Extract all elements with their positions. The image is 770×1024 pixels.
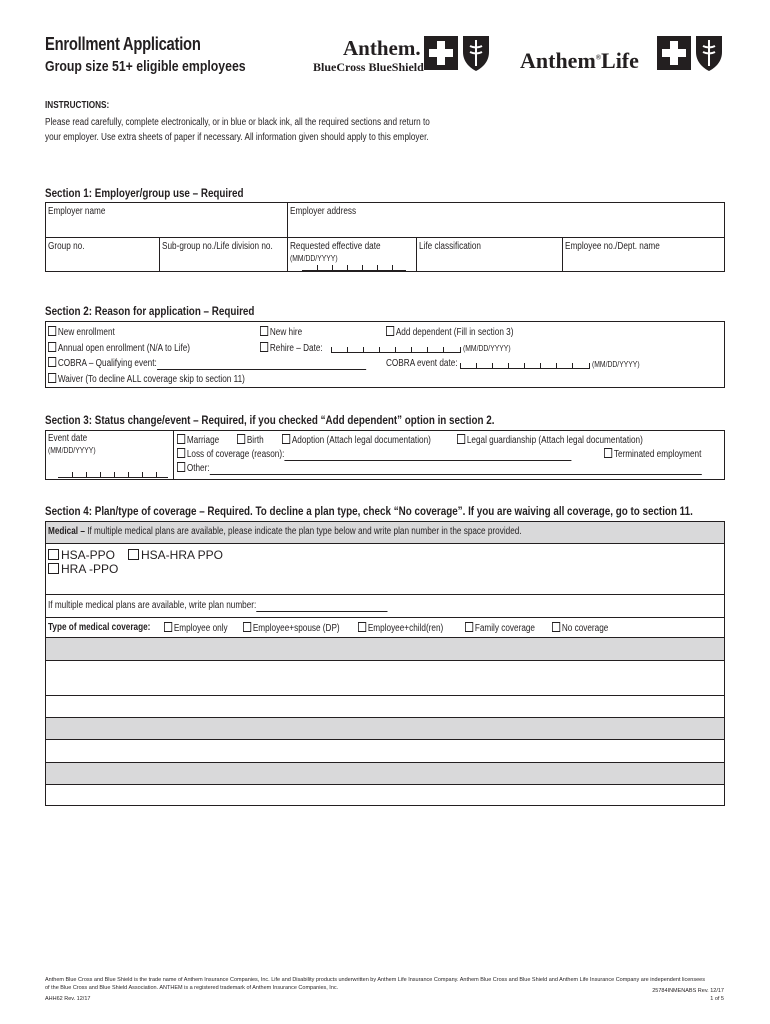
new-enrollment-label: New enrollment [57,327,115,338]
adoption-option[interactable] [282,434,431,446]
blank-row-1 [46,638,724,660]
blank-row-3 [46,696,724,716]
cross-shield-logo-icon [424,34,492,72]
coverage-type-label: Type of medical coverage: [48,622,151,633]
event-date-label: Event date [48,433,88,444]
waiver-label: Waiver (To decline ALL coverage skip to section 11) [57,374,245,385]
footer-doc-code: 25784INMENABS Rev. 12/17 [652,988,724,994]
plan-number-prompt [48,600,387,612]
blank-row-6 [46,763,724,784]
terminated-label: Terminated employment [613,449,702,460]
plan-number-field[interactable] [256,600,387,612]
instructions-line-2: your employer. Use extra sheets of paper if necessary. All information given should apply to this employer. [45,132,429,143]
new-enrollment-option[interactable] [48,326,115,338]
footer-form-code: AHH62 Rev. 12/17 [45,996,91,1002]
blank-row-4 [46,718,724,739]
new-hire-option[interactable] [260,326,302,338]
new-hire-label: New hire [269,327,303,338]
guardianship-option[interactable] [457,434,643,446]
hsa-ppo-label: HSA-PPO [61,548,116,562]
form-title: Enrollment Application [45,34,201,54]
loss-reason-field[interactable] [284,449,571,461]
employee-dept-label: Employee no./Dept. name [565,241,660,252]
rehire-option[interactable] [260,342,323,354]
life-classification-label: Life classification [419,241,481,252]
requested-date-field[interactable] [302,260,406,271]
marriage-option[interactable] [177,434,219,446]
rehire-date-field[interactable] [331,342,461,353]
coverage-employee-only[interactable] [164,622,228,634]
coverage-employee-children-label: Employee+child(ren) [367,623,444,634]
guardianship-label: Legal guardianship (Attach legal documentation) [466,435,643,446]
footer-legal-line-2: of the Blue Cross and Blue Shield Association. ANTHEM is a registered trademark of Anthem Insurance Companies, Inc. [45,985,339,991]
cobra-event-date-field[interactable] [460,358,590,369]
section2-heading: Section 2: Reason for application – Required [45,304,255,318]
instructions-line-1: Please read carefully, complete electronically, or in blue or black ink, all the required sections and return to [45,117,430,128]
medical-label: Medical – [48,526,85,537]
other-field[interactable] [210,463,702,475]
group-no-label: Group no. [48,241,85,252]
coverage-employee-spouse[interactable] [243,622,340,634]
rehire-date-format: (MM/DD/YYYY) [463,344,511,353]
employer-address-label: Employer address [290,206,357,217]
subgroup-label: Sub-group no./Life division no. [162,241,273,252]
anthem-logo-text: Anthem. [343,36,421,60]
form-subtitle: Group size 51+ eligible employees [45,58,246,75]
cobra-event-date-label: COBRA event date: [386,358,458,369]
event-date-field[interactable] [58,467,168,478]
medical-instruction-text: If multiple medical plans are available, please indicate the plan type below and write plan number in the space provided. [84,526,522,537]
hra-ppo-label: HRA -PPO [61,562,119,576]
cobra-qualifying-field[interactable] [157,358,366,370]
employer-name-label: Employer name [48,206,106,217]
coverage-employee-spouse-label: Employee+spouse (DP) [252,623,340,634]
anthem-life-logo-suffix: Life [601,48,639,73]
coverage-none[interactable] [552,622,608,634]
loss-of-coverage-option[interactable] [177,448,571,461]
requested-date-format: (MM/DD/YYYY) [290,254,338,263]
hsa-hra-ppo-option[interactable] [128,548,223,562]
bcbs-logo-text: BlueCross BlueShield [313,60,424,74]
instructions-heading: INSTRUCTIONS: [45,100,110,111]
coverage-family[interactable] [465,622,535,634]
coverage-employee-only-label: Employee only [173,623,228,634]
adoption-label: Adoption (Attach legal documentation) [291,435,431,446]
other-label: Other: [186,463,210,474]
cobra-qualifying-label: COBRA – Qualifying event: [57,358,157,369]
anthem-life-logo-name: Anthem [520,48,596,73]
medical-instruction [48,526,522,537]
annual-open-option[interactable] [48,342,190,354]
other-option[interactable] [177,462,702,475]
hra-ppo-option[interactable] [48,562,118,576]
hsa-hra-ppo-label: HSA-HRA PPO [141,548,224,562]
cobra-qualifying-option[interactable] [48,357,366,370]
requested-date-label: Requested effective date [290,241,381,252]
waiver-option[interactable] [48,373,245,385]
plan-number-label: If multiple medical plans are available, write plan number: [48,600,257,611]
coverage-family-label: Family coverage [474,623,535,634]
annual-open-label: Annual open enrollment (N/A to Life) [57,343,191,354]
birth-option[interactable] [237,434,264,446]
marriage-label: Marriage [186,435,220,446]
birth-label: Birth [246,435,264,446]
medical-coverage-type-row [48,622,150,633]
footer-page-number: 1 of 5 [710,996,724,1002]
terminated-option[interactable] [604,448,701,460]
footer-legal-line-1: Anthem Blue Cross and Blue Shield is the trade name of Anthem Insurance Companies, Inc. Life and Disability products underwritten by Anthem Life Insurance Company. Anthem Blue Cross and Blue Shield and Anthem Life Insurance Company are independent licensees [45,977,705,983]
section3-heading: Section 3: Status change/event – Required, if you checked “Add dependent” option in section 2. [45,413,495,427]
cross-shield-logo-icon-2 [657,34,725,72]
hsa-ppo-option[interactable] [48,548,115,562]
trademark-mark: ® [595,53,602,62]
section1-heading: Section 1: Employer/group use – Required [45,186,244,200]
coverage-none-label: No coverage [561,623,609,634]
add-dependent-label: Add dependent (Fill in section 3) [395,327,514,338]
event-date-format: (MM/DD/YYYY) [48,446,96,455]
section4-heading: Section 4: Plan/type of coverage – Required. To decline a plan type, check “No coverage”. If you are waiving all coverage, go to section 11. [45,504,693,518]
blank-row-5 [46,740,724,762]
cobra-event-date-format: (MM/DD/YYYY) [592,360,640,369]
rehire-label: Rehire – Date: [269,343,323,354]
loss-of-coverage-label: Loss of coverage (reason): [186,449,285,460]
blank-row-2 [46,661,724,695]
coverage-employee-children[interactable] [358,622,443,634]
anthem-life-logo [520,48,639,74]
add-dependent-option[interactable] [386,326,513,338]
